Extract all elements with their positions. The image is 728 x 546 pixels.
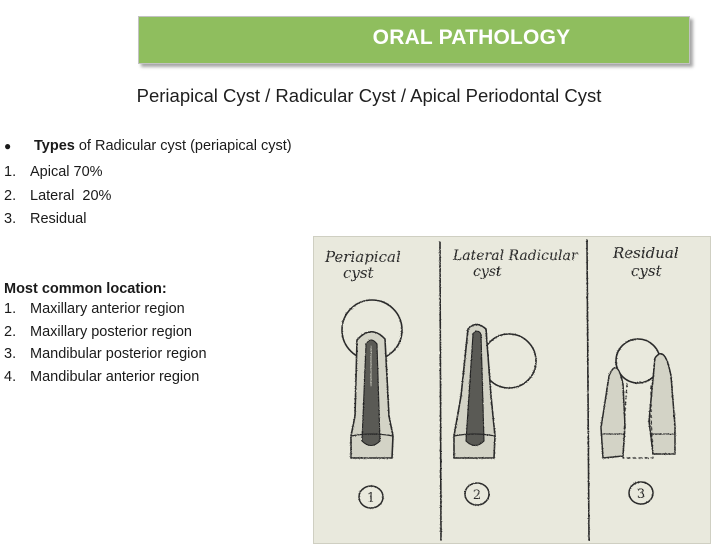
list-item: 3. Residual (4, 211, 87, 227)
title-banner (138, 16, 690, 64)
cyst-illustration (313, 236, 711, 544)
panel-number: 1 (366, 491, 376, 506)
panel-label: cyst (343, 264, 374, 282)
list-item: 4. Mandibular anterior region (4, 368, 200, 385)
panel-label: cyst (473, 264, 502, 280)
types-list (4, 161, 111, 232)
types-rest-label: of Radicular cyst (periapical cyst) (74, 138, 292, 154)
list-item: 2. Lateral 20% (4, 187, 112, 204)
types-bold-label: Types (34, 138, 75, 154)
location-heading: Most common location: (4, 281, 167, 297)
list-item: 2. Maxillary posterior region (4, 323, 192, 340)
list-item: 1. Maxillary anterior region (4, 301, 185, 317)
hand-drawn-sketch (313, 236, 711, 544)
list-item: 1. Apical 70% (4, 164, 103, 180)
list-item: 3. Mandibular posterior region (4, 346, 207, 362)
panel-divider (440, 242, 441, 540)
panel-label: Lateral Radicular (453, 248, 578, 264)
panel-number: 3 (636, 487, 646, 502)
panel-label: Periapical (325, 248, 401, 266)
slide-subtitle: Periapical Cyst / Radicular Cyst / Apical Periodontal Cyst (136, 85, 602, 106)
types-bullet-line (4, 138, 292, 154)
panel-number: 2 (472, 488, 482, 503)
location-list (4, 298, 207, 388)
panel-label: cyst (631, 262, 662, 280)
page-title: ORAL PATHOLOGY (372, 26, 571, 49)
bullet-icon: ● (4, 139, 12, 153)
panel-label: Residual (613, 244, 679, 262)
